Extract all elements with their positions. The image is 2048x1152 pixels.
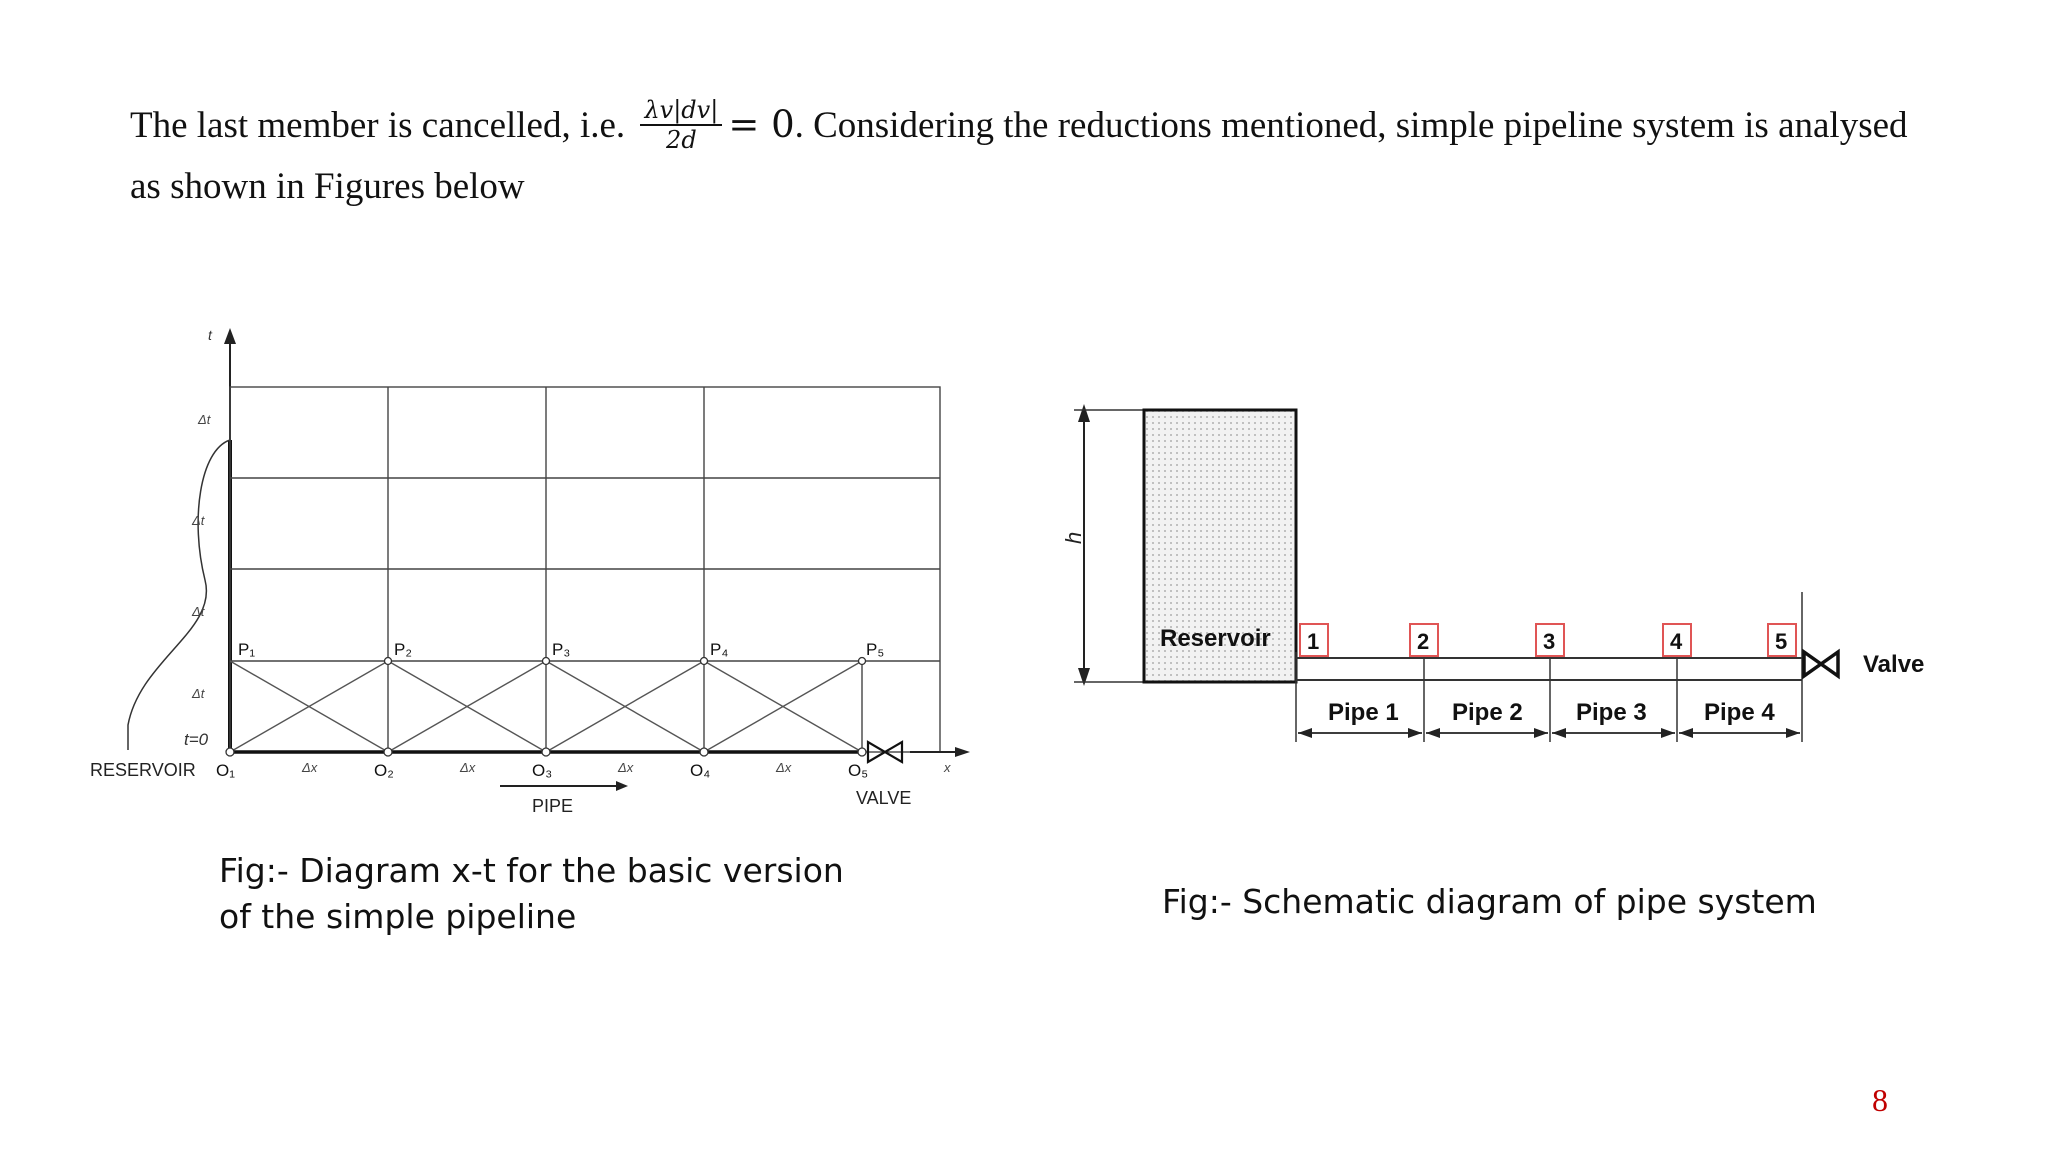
- p1-label: P₁: [238, 640, 256, 659]
- h-label: h: [1061, 531, 1086, 544]
- pipe-4-label: Pipe 4: [1704, 699, 1775, 726]
- fig2-caption: Fig:- Schematic diagram of pipe system: [1162, 882, 1817, 921]
- t-axis-label: t: [208, 327, 212, 343]
- o2-label: O₂: [374, 761, 394, 780]
- t0-label: t=0: [184, 730, 209, 749]
- pipe-3-label: Pipe 3: [1576, 699, 1647, 726]
- dt-label-3: Δt: [192, 513, 205, 528]
- fig1-caption: [219, 848, 844, 940]
- fraction-numerator: λv|dv|: [640, 96, 722, 126]
- o1-label: O₁: [216, 761, 235, 780]
- reservoir-label: Reservoir: [1160, 625, 1271, 652]
- reservoir-curve: [128, 440, 230, 750]
- h-arrow-top: [1078, 404, 1090, 422]
- page-number: 8: [1872, 1082, 1888, 1118]
- pipe-dividers: [1296, 652, 1677, 742]
- node-4-label: 4: [1670, 629, 1683, 654]
- node-3-label: 3: [1543, 629, 1556, 654]
- valve-label: VALVE: [856, 788, 912, 808]
- valve-icon: [1804, 652, 1838, 676]
- dt-label-4: Δt: [198, 412, 211, 427]
- dx-label-3: Δx: [618, 760, 634, 775]
- time-grid: [230, 387, 940, 752]
- dx-label-2: Δx: [460, 760, 476, 775]
- dt-label-1: Δt: [192, 686, 205, 701]
- p5-label: P₅: [866, 640, 885, 659]
- p3-label: P₃: [552, 640, 571, 659]
- dx-label-1: Δx: [302, 760, 318, 775]
- dt-label-2: Δt: [192, 604, 205, 619]
- x-axis-label: x: [944, 760, 951, 775]
- node-2-label: 2: [1417, 629, 1430, 654]
- equation-rhs: = 0: [728, 103, 795, 146]
- dx-label-4: Δx: [776, 760, 792, 775]
- node-1-label: 1: [1307, 629, 1320, 654]
- h-arrow-bottom: [1078, 668, 1090, 686]
- pipe-1-label: Pipe 1: [1328, 699, 1399, 726]
- o5-label: O₅: [848, 761, 869, 780]
- intro-paragraph: [130, 96, 1910, 216]
- o4-label: O₄: [690, 761, 711, 780]
- pipe-2-label: Pipe 2: [1452, 699, 1523, 726]
- valve-label: Valve: [1863, 651, 1925, 678]
- pipe-label: PIPE: [532, 796, 574, 816]
- o3-label: O₃: [532, 761, 553, 780]
- p4-label: P₄: [710, 640, 729, 659]
- xt-diagram: [80, 320, 980, 840]
- intro-text-before: The last member is cancelled, i.e.: [130, 105, 635, 146]
- p2-label: P₂: [394, 640, 412, 659]
- fig1-caption-line1: Fig:- Diagram x-t for the basic version: [219, 851, 844, 890]
- pipe-schematic: [1060, 390, 1960, 770]
- intro-text-after: . Considering the reductions mentioned, simple pipeline system is analysed as shown in Figures below: [130, 105, 1908, 207]
- pipe-arrow-head: [616, 781, 628, 791]
- node-5-label: 5: [1775, 629, 1788, 654]
- fraction-denominator: 2d: [666, 125, 697, 154]
- fig1-caption-line2: of the simple pipeline: [219, 897, 577, 936]
- x-axis-arrow: [955, 747, 970, 757]
- t-axis-arrow: [224, 328, 236, 344]
- pipe-dimension-arrows: [1298, 728, 1800, 738]
- friction-fraction: [640, 96, 722, 154]
- reservoir-label: RESERVOIR: [90, 760, 196, 780]
